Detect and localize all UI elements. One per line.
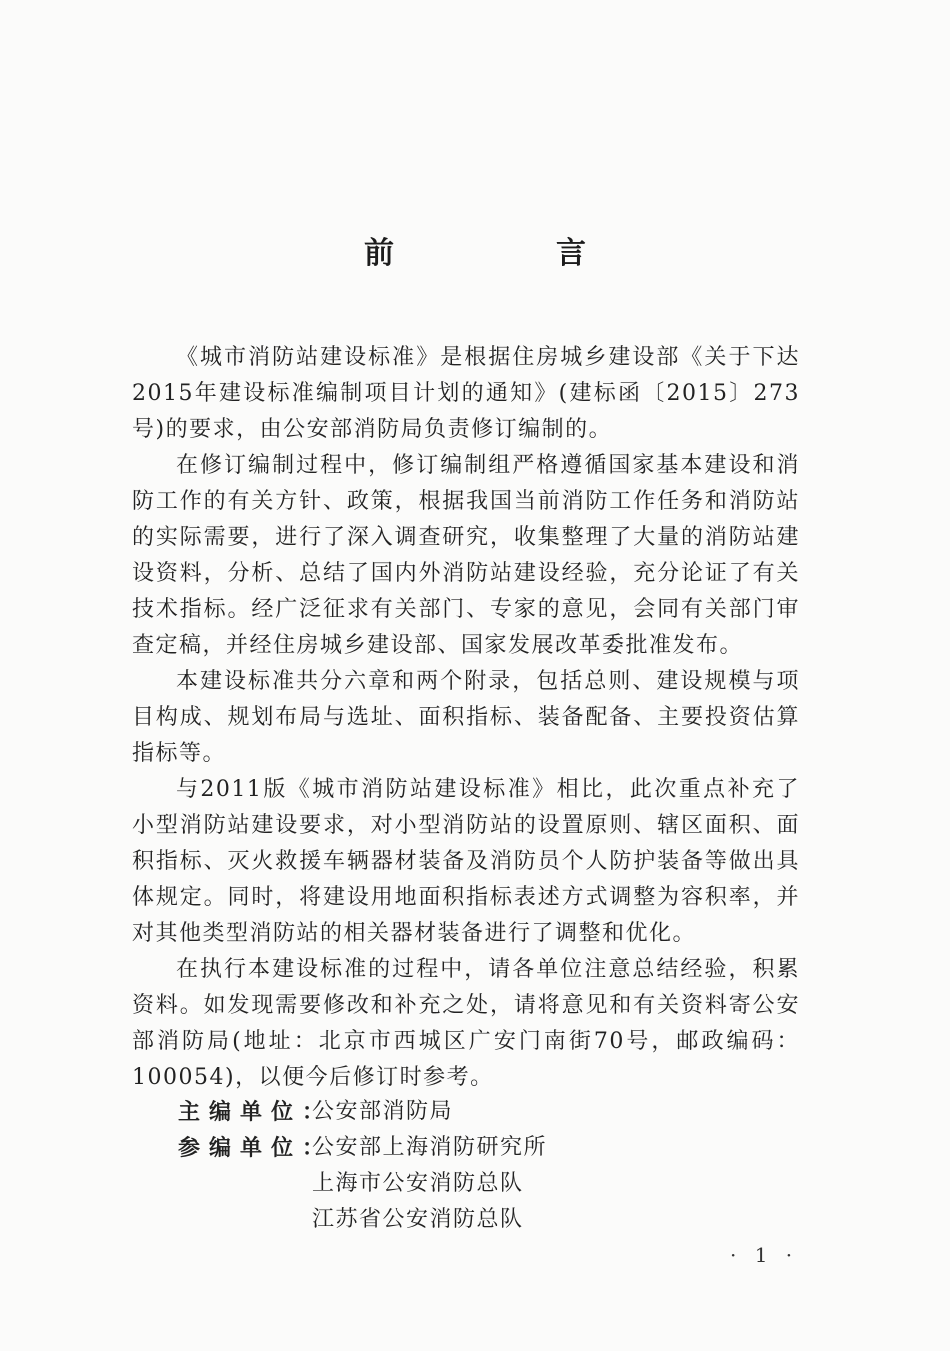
chief-editor-label: 主编单位： <box>178 1099 334 1125</box>
chief-editor-values <box>312 1094 453 1130</box>
paragraph-3: 本建设标准共分六章和两个附录，包括总则、建设规模与项目构成、规划布局与选址、面积指标、装备配备、主要投资估算指标等。 <box>132 669 800 766</box>
preface-body <box>132 340 800 1096</box>
chief-editor-row <box>178 1094 547 1130</box>
participating-editors-values <box>312 1130 547 1238</box>
participating-editors-row <box>178 1130 547 1238</box>
participating-editors-label: 参编单位： <box>178 1135 334 1161</box>
paragraph-5: 在执行本建设标准的过程中，请各单位注意总结经验，积累资料。如发现需要修改和补充之处，请将意见和有关资料寄公安部消防局(地址：北京市西城区广安门南街70号，邮政编码：100054)，以便今后修订时参考。 <box>132 957 800 1090</box>
paragraph-1: 《城市消防站建设标准》是根据住房城乡建设部《关于下达2015年建设标准编制项目计划的通知》(建标函〔2015〕273号)的要求，由公安部消防局负责修订编制的。 <box>132 345 800 442</box>
page-title: 前 言 <box>364 236 652 271</box>
paragraph-2: 在修订编制过程中，修订编制组严格遵循国家基本建设和消防工作的有关方针、政策，根据我国当前消防工作任务和消防站的实际需要，进行了深入调查研究，收集整理了大量的消防站建设资料，分析、总结了国内外消防站建设经验，充分论证了有关技术指标。经广泛征求有关部门、专家的意见，会同有关部门审查定稿，并经住房城乡建设部、国家发展改革委批准发布。 <box>132 453 800 658</box>
participating-editor-2: 上海市公安消防总队 <box>312 1171 524 1196</box>
paragraph-4: 与2011版《城市消防站建设标准》相比，此次重点补充了小型消防站建设要求，对小型消防站的设置原则、辖区面积、面积指标、灭火救援车辆器材装备及消防员个人防护装备等做出具体规定。同时，将建设用地面积指标表述方式调整为容积率，并对其他类型消防站的相关器材装备进行了调整和优化。 <box>132 777 800 946</box>
chief-editor-value: 公安部消防局 <box>312 1099 454 1124</box>
editor-info <box>178 1094 547 1238</box>
participating-editor-1: 公安部上海消防研究所 <box>312 1135 548 1160</box>
page-number: · 1 · <box>730 1243 799 1267</box>
participating-editor-3: 江苏省公安消防总队 <box>312 1207 524 1232</box>
